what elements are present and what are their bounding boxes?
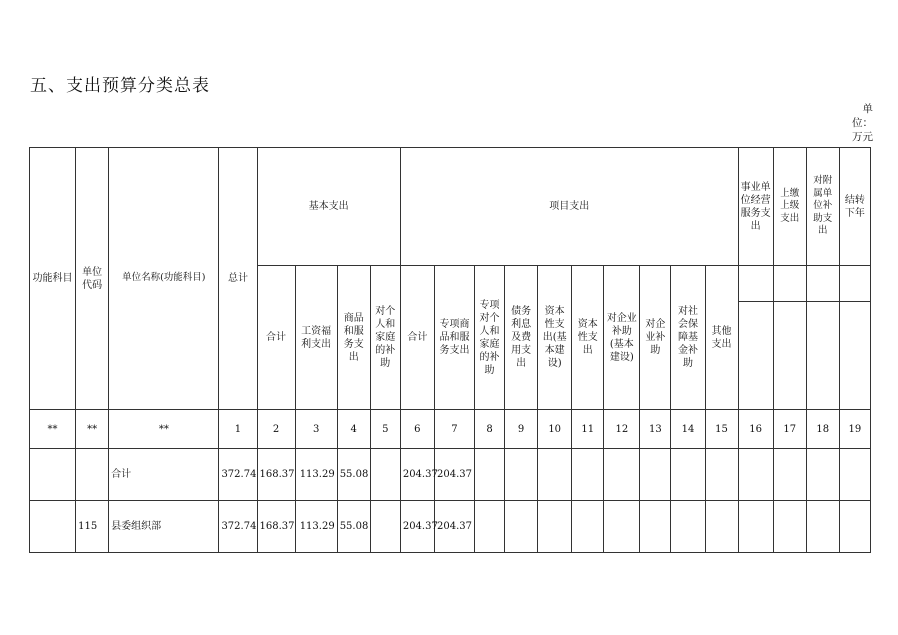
cell-proj-sum: 204.37 bbox=[400, 449, 434, 501]
header-carry: 结转下年 bbox=[839, 148, 870, 266]
header-wage: 工资福利支出 bbox=[295, 266, 337, 410]
index-cell: 11 bbox=[572, 410, 604, 449]
header-proj-sum: 合计 bbox=[400, 266, 434, 410]
cell-proj-goods: 204.37 bbox=[434, 449, 474, 501]
cell-personal bbox=[370, 501, 400, 553]
header-total: 总计 bbox=[219, 148, 257, 410]
index-cell: 1 bbox=[219, 410, 257, 449]
cell-func bbox=[30, 501, 76, 553]
header-capital: 资本性支出 bbox=[572, 266, 604, 410]
cell-name: 合计 bbox=[109, 449, 219, 501]
cell-func bbox=[30, 449, 76, 501]
cell-empty bbox=[806, 449, 839, 501]
index-cell: ** bbox=[109, 410, 219, 449]
header-enterprise-build: 对企业补助(基本建设) bbox=[604, 266, 640, 410]
table-row bbox=[30, 501, 871, 553]
header-blank-18b bbox=[806, 302, 839, 410]
cell-basic-sum: 168.37 bbox=[257, 449, 295, 501]
index-cell: 17 bbox=[773, 410, 806, 449]
cell-goods: 55.08 bbox=[337, 449, 370, 501]
cell-empty bbox=[773, 449, 806, 501]
cell-empty bbox=[705, 501, 738, 553]
unit-label: 单位：万元 bbox=[852, 103, 873, 143]
header-func-subject: 功能科目 bbox=[30, 148, 76, 410]
index-row bbox=[30, 410, 871, 449]
header-capital-build: 资本性支出(基本建设) bbox=[538, 266, 572, 410]
cell-empty bbox=[604, 501, 640, 553]
index-cell: 18 bbox=[806, 410, 839, 449]
header-blank-16b bbox=[738, 302, 773, 410]
index-cell: ** bbox=[76, 410, 109, 449]
page-title: 五、支出预算分类总表 bbox=[30, 76, 210, 96]
header-affiliated: 对附属单位补助支出 bbox=[806, 148, 839, 266]
index-cell: 8 bbox=[475, 410, 505, 449]
cell-empty bbox=[572, 449, 604, 501]
index-cell: 6 bbox=[400, 410, 434, 449]
header-proj-personal: 专项对个人和家庭的补助 bbox=[475, 266, 505, 410]
header-service: 事业单位经营服务支出 bbox=[738, 148, 773, 266]
header-enterprise: 对企业补助 bbox=[640, 266, 671, 410]
header-other: 其他支出 bbox=[705, 266, 738, 410]
cell-total: 372.74 bbox=[219, 501, 257, 553]
index-cell: 14 bbox=[671, 410, 705, 449]
header-blank-18 bbox=[806, 266, 839, 302]
header-social: 对社会保障基金补助 bbox=[671, 266, 705, 410]
expenditure-table bbox=[29, 147, 871, 553]
header-debt: 债务利息及费用支出 bbox=[505, 266, 538, 410]
header-blank-16 bbox=[738, 266, 773, 302]
cell-empty bbox=[475, 449, 505, 501]
index-cell: 19 bbox=[839, 410, 870, 449]
index-cell: 15 bbox=[705, 410, 738, 449]
cell-empty bbox=[572, 501, 604, 553]
cell-empty bbox=[671, 501, 705, 553]
cell-basic-sum: 168.37 bbox=[257, 501, 295, 553]
header-blank-19b bbox=[839, 302, 870, 410]
cell-code: 115 bbox=[76, 501, 109, 553]
cell-wage: 113.29 bbox=[295, 501, 337, 553]
index-cell: 5 bbox=[370, 410, 400, 449]
header-unit-code: 单位代码 bbox=[76, 148, 109, 410]
cell-empty bbox=[738, 449, 773, 501]
index-cell: 7 bbox=[434, 410, 474, 449]
cell-empty bbox=[738, 501, 773, 553]
index-cell: 12 bbox=[604, 410, 640, 449]
cell-code bbox=[76, 449, 109, 501]
index-cell: 10 bbox=[538, 410, 572, 449]
index-cell: 3 bbox=[295, 410, 337, 449]
index-cell: 2 bbox=[257, 410, 295, 449]
header-row-1 bbox=[30, 148, 871, 266]
header-unit-name: 单位名称(功能科目) bbox=[109, 148, 219, 410]
cell-empty bbox=[640, 449, 671, 501]
cell-empty bbox=[505, 501, 538, 553]
header-project: 项目支出 bbox=[400, 148, 738, 266]
header-proj-goods: 专项商品和服务支出 bbox=[434, 266, 474, 410]
cell-empty bbox=[839, 501, 870, 553]
table-row-total bbox=[30, 449, 871, 501]
cell-personal bbox=[370, 449, 400, 501]
index-cell: 16 bbox=[738, 410, 773, 449]
cell-empty bbox=[839, 449, 870, 501]
cell-empty bbox=[604, 449, 640, 501]
header-blank-17b bbox=[773, 302, 806, 410]
cell-proj-sum: 204.37 bbox=[400, 501, 434, 553]
header-basic-sum: 合计 bbox=[257, 266, 295, 410]
cell-empty bbox=[640, 501, 671, 553]
cell-proj-goods: 204.37 bbox=[434, 501, 474, 553]
cell-empty bbox=[773, 501, 806, 553]
cell-name: 县委组织部 bbox=[109, 501, 219, 553]
header-personal: 对个人和家庭的补助 bbox=[370, 266, 400, 410]
cell-empty bbox=[538, 449, 572, 501]
header-blank-19 bbox=[839, 266, 870, 302]
index-cell: 13 bbox=[640, 410, 671, 449]
cell-empty bbox=[705, 449, 738, 501]
index-cell: 4 bbox=[337, 410, 370, 449]
cell-empty bbox=[806, 501, 839, 553]
header-upper: 上缴上级支出 bbox=[773, 148, 806, 266]
header-goods: 商品和服务支出 bbox=[337, 266, 370, 410]
cell-total: 372.74 bbox=[219, 449, 257, 501]
cell-empty bbox=[538, 501, 572, 553]
cell-goods: 55.08 bbox=[337, 501, 370, 553]
header-blank-17 bbox=[773, 266, 806, 302]
cell-empty bbox=[671, 449, 705, 501]
header-basic: 基本支出 bbox=[257, 148, 400, 266]
cell-empty bbox=[475, 501, 505, 553]
index-cell: 9 bbox=[505, 410, 538, 449]
index-cell: ** bbox=[30, 410, 76, 449]
cell-empty bbox=[505, 449, 538, 501]
cell-wage: 113.29 bbox=[295, 449, 337, 501]
